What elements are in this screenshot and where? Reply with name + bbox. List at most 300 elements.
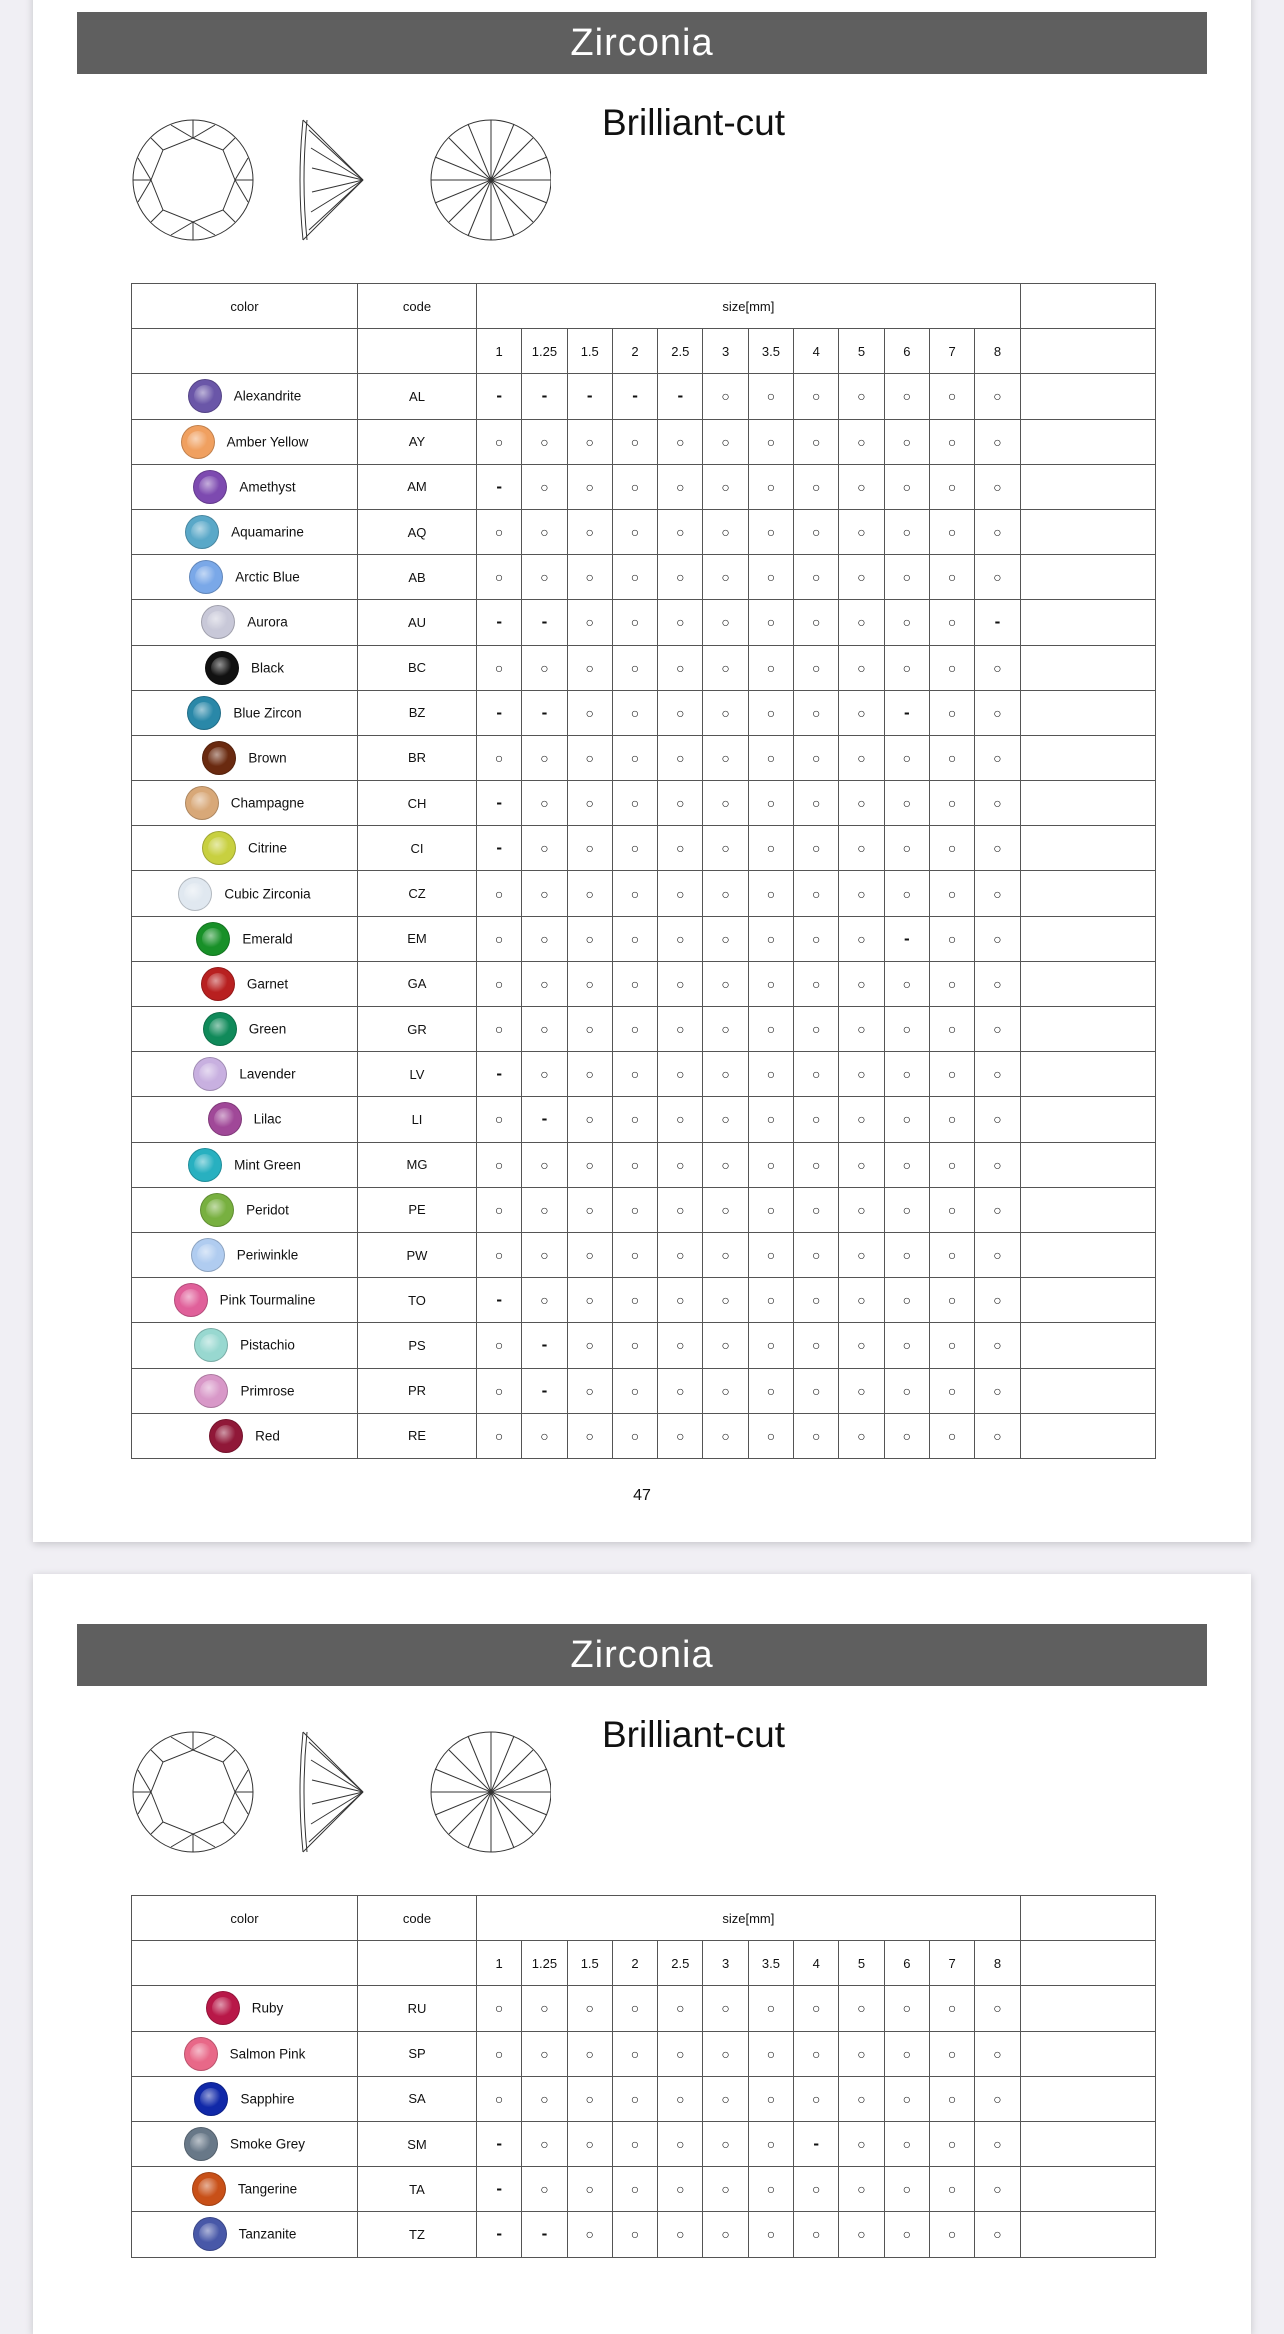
availability-cell	[522, 1986, 567, 2031]
available-mark: ○	[993, 1427, 1002, 1444]
blank-cell	[1020, 690, 1155, 735]
available-mark: ○	[857, 975, 866, 992]
gem-swatch-icon	[174, 1283, 208, 1317]
gem-swatch-icon	[178, 877, 212, 911]
availability-cell	[929, 690, 974, 735]
availability-cell	[794, 2031, 839, 2076]
unavailable-mark: -	[496, 2224, 502, 2244]
top-view-diagram	[133, 1732, 253, 1852]
bottom-view-diagram	[431, 1732, 551, 1852]
table-row	[132, 1232, 1156, 1277]
available-mark: ○	[721, 2045, 730, 2062]
available-mark: ○	[947, 840, 957, 857]
available-mark: ○	[857, 840, 866, 857]
available-mark: ○	[721, 1111, 730, 1128]
availability-cell	[567, 555, 612, 600]
available-mark: ○	[494, 1247, 504, 1264]
size-label: 8	[975, 329, 1020, 374]
color-cell	[132, 871, 358, 916]
availability-cell	[612, 374, 657, 419]
available-mark: ○	[947, 1201, 957, 1218]
available-mark: ○	[676, 749, 685, 766]
available-mark: ○	[947, 795, 957, 812]
availability-cell	[477, 2212, 522, 2257]
available-mark: ○	[585, 1201, 594, 1218]
availability-cell	[748, 1986, 793, 2031]
available-mark: ○	[494, 885, 504, 902]
available-mark: ○	[857, 1021, 866, 1038]
availability-cell	[794, 781, 839, 826]
gem-color-name: Brown	[248, 750, 287, 766]
available-mark: ○	[811, 1156, 821, 1173]
availability-cell	[658, 1986, 703, 2031]
available-mark: ○	[585, 614, 594, 631]
availability-cell	[839, 1278, 884, 1323]
availability-cell	[975, 690, 1020, 735]
available-mark: ○	[630, 569, 640, 586]
availability-cell	[477, 1368, 522, 1413]
availability-cell	[703, 1368, 748, 1413]
available-mark: ○	[947, 1066, 957, 1083]
blank-cell	[1020, 1232, 1155, 1277]
availability-cell	[975, 1368, 1020, 1413]
blank-cell	[1020, 735, 1155, 780]
availability-cell	[975, 916, 1020, 961]
table-row	[132, 1323, 1156, 1368]
available-mark: ○	[540, 1021, 549, 1038]
color-cell	[132, 419, 358, 464]
available-mark: ○	[585, 975, 594, 992]
available-mark: ○	[766, 795, 776, 812]
availability-cell	[658, 2212, 703, 2257]
availability-cell	[567, 1187, 612, 1232]
available-mark: ○	[766, 704, 776, 721]
available-mark: ○	[947, 569, 957, 586]
available-mark: ○	[585, 659, 594, 676]
available-mark: ○	[947, 1156, 957, 1173]
gem-color-name: Citrine	[247, 840, 287, 856]
availability-cell	[522, 781, 567, 826]
available-mark: ○	[902, 1021, 912, 1038]
availability-cell	[612, 1097, 657, 1142]
available-mark: ○	[676, 840, 685, 857]
gem-color-name: Arctic Blue	[235, 569, 300, 585]
available-mark: ○	[630, 1292, 640, 1309]
availability-cell	[703, 735, 748, 780]
availability-cell	[658, 2031, 703, 2076]
availability-cell	[975, 735, 1020, 780]
size-label: 4	[794, 1941, 839, 1986]
available-mark: ○	[811, 524, 821, 541]
gem-swatch-icon	[205, 651, 239, 685]
availability-cell	[567, 1986, 612, 2031]
availability-cell	[748, 1097, 793, 1142]
available-mark: ○	[766, 1427, 776, 1444]
blank-cell	[1020, 1142, 1155, 1187]
availability-cell	[884, 690, 929, 735]
available-mark: ○	[947, 433, 957, 450]
availability-cell	[658, 690, 703, 735]
color-cell	[132, 1986, 358, 2031]
availability-cell	[703, 2076, 748, 2121]
availability-cell	[612, 1413, 657, 1458]
available-mark: ○	[676, 1021, 685, 1038]
availability-cell	[477, 1052, 522, 1097]
unavailable-mark: -	[541, 386, 548, 406]
blank-cell	[1020, 374, 1155, 419]
available-mark: ○	[902, 478, 912, 495]
brilliant-cut-diagrams	[131, 1730, 551, 1854]
available-mark: ○	[721, 1337, 730, 1354]
availability-cell	[477, 1232, 522, 1277]
availability-cell	[612, 871, 657, 916]
availability-cell	[929, 509, 974, 554]
gem-swatch-icon	[188, 1148, 222, 1182]
available-mark: ○	[811, 930, 821, 947]
availability-cell	[794, 2167, 839, 2212]
availability-cell	[975, 1142, 1020, 1187]
availability-cell	[703, 781, 748, 826]
availability-cell	[567, 2167, 612, 2212]
availability-cell	[658, 1142, 703, 1187]
available-mark: ○	[540, 2090, 549, 2107]
availability-cell	[794, 600, 839, 645]
availability-cell	[748, 2167, 793, 2212]
table-row	[132, 419, 1156, 464]
availability-cell	[522, 464, 567, 509]
unavailable-mark: -	[903, 928, 910, 948]
availability-cell	[567, 690, 612, 735]
available-mark: ○	[494, 659, 504, 676]
availability-cell	[839, 1986, 884, 2031]
available-mark: ○	[494, 433, 504, 450]
available-mark: ○	[585, 1066, 594, 1083]
available-mark: ○	[494, 2090, 504, 2107]
available-mark: ○	[811, 885, 821, 902]
available-mark: ○	[721, 2090, 730, 2107]
available-mark: ○	[857, 1201, 866, 1218]
available-mark: ○	[902, 2090, 912, 2107]
available-mark: ○	[630, 1156, 640, 1173]
available-mark: ○	[676, 930, 685, 947]
unavailable-mark: -	[496, 1290, 502, 1310]
available-mark: ○	[993, 2181, 1002, 2198]
table-row	[132, 781, 1156, 826]
availability-cell	[522, 374, 567, 419]
availability-cell	[477, 916, 522, 961]
available-mark: ○	[630, 704, 640, 721]
available-mark: ○	[766, 2181, 776, 2198]
availability-cell	[839, 419, 884, 464]
availability-cell	[929, 419, 974, 464]
availability-cell	[975, 1232, 1020, 1277]
availability-cell	[612, 1368, 657, 1413]
available-mark: ○	[721, 1382, 730, 1399]
availability-cell	[658, 1097, 703, 1142]
color-header: color	[132, 1896, 358, 1941]
gem-code: EM	[358, 916, 477, 961]
available-mark: ○	[811, 1247, 821, 1264]
available-mark: ○	[947, 524, 957, 541]
size-label: 2.5	[658, 1941, 703, 1986]
available-mark: ○	[494, 975, 504, 992]
availability-cell	[658, 555, 703, 600]
availability-cell	[929, 2167, 974, 2212]
color-cell	[132, 1368, 358, 1413]
available-mark: ○	[811, 749, 821, 766]
availability-cell	[522, 871, 567, 916]
color-cell	[132, 781, 358, 826]
unavailable-mark: -	[496, 386, 502, 406]
availability-cell	[477, 2031, 522, 2076]
color-cell	[132, 735, 358, 780]
availability-cell	[477, 690, 522, 735]
availability-cell	[748, 1142, 793, 1187]
available-mark: ○	[857, 795, 866, 812]
availability-cell	[839, 916, 884, 961]
availability-cell	[929, 871, 974, 916]
availability-cell	[703, 1986, 748, 2031]
availability-cell	[567, 1142, 612, 1187]
available-mark: ○	[857, 659, 866, 676]
available-mark: ○	[540, 2136, 549, 2153]
availability-cell	[975, 645, 1020, 690]
availability-cell	[975, 555, 1020, 600]
availability-cell	[612, 1142, 657, 1187]
availability-cell	[703, 2212, 748, 2257]
size-label: 1.25	[522, 329, 567, 374]
table-row	[132, 1187, 1156, 1232]
availability-cell	[477, 1007, 522, 1052]
bottom-view-diagram	[431, 120, 551, 240]
availability-cell	[612, 645, 657, 690]
blank-cell	[1020, 419, 1155, 464]
availability-cell	[929, 2212, 974, 2257]
available-mark: ○	[676, 1066, 685, 1083]
size-header: size[mm]	[477, 1896, 1021, 1941]
unavailable-mark: -	[496, 793, 502, 813]
availability-cell	[658, 600, 703, 645]
available-mark: ○	[993, 1382, 1002, 1399]
gem-color-name: Tangerine	[237, 2181, 298, 2197]
available-mark: ○	[766, 478, 776, 495]
table-row	[132, 871, 1156, 916]
available-mark: ○	[721, 433, 730, 450]
availability-cell	[884, 826, 929, 871]
available-mark: ○	[721, 704, 730, 721]
available-mark: ○	[857, 1156, 866, 1173]
availability-cell	[658, 2167, 703, 2212]
availability-cell	[748, 1323, 793, 1368]
available-mark: ○	[993, 1111, 1002, 1128]
availability-cell	[929, 1097, 974, 1142]
available-mark: ○	[630, 2136, 640, 2153]
availability-cell	[929, 1052, 974, 1097]
availability-cell	[567, 1278, 612, 1323]
available-mark: ○	[585, 1021, 594, 1038]
available-mark: ○	[811, 388, 821, 405]
gem-color-name: Cubic Zirconia	[224, 886, 311, 902]
available-mark: ○	[630, 1066, 640, 1083]
available-mark: ○	[676, 2090, 685, 2107]
available-mark: ○	[766, 388, 776, 405]
available-mark: ○	[993, 885, 1002, 902]
size-row	[132, 1941, 1156, 1986]
available-mark: ○	[585, 1292, 594, 1309]
availability-cell	[884, 1413, 929, 1458]
color-cell	[132, 600, 358, 645]
available-mark: ○	[857, 388, 866, 405]
availability-cell	[794, 690, 839, 735]
availability-cell	[612, 690, 657, 735]
availability-cell	[477, 1142, 522, 1187]
availability-cell	[748, 871, 793, 916]
available-mark: ○	[630, 1247, 640, 1264]
available-mark: ○	[811, 1337, 821, 1354]
blank-cell	[1020, 1187, 1155, 1232]
gem-color-name: Ruby	[251, 2000, 284, 2016]
available-mark: ○	[857, 569, 866, 586]
blank-cell	[1020, 1052, 1155, 1097]
availability-cell	[794, 645, 839, 690]
available-mark: ○	[811, 1292, 821, 1309]
availability-cell	[567, 871, 612, 916]
unavailable-mark: -	[496, 612, 502, 632]
unavailable-mark: -	[677, 386, 684, 406]
availability-cell	[975, 2167, 1020, 2212]
available-mark: ○	[540, 1292, 549, 1309]
availability-cell	[612, 1052, 657, 1097]
available-mark: ○	[676, 2000, 685, 2017]
availability-cell	[975, 1986, 1020, 2031]
available-mark: ○	[540, 524, 549, 541]
availability-cell	[929, 2031, 974, 2076]
available-mark: ○	[857, 1337, 866, 1354]
available-mark: ○	[947, 2136, 957, 2153]
availability-cell	[748, 690, 793, 735]
availability-cell	[748, 464, 793, 509]
availability-cell	[794, 374, 839, 419]
availability-cell	[929, 1278, 974, 1323]
availability-cell	[567, 826, 612, 871]
gem-color-name: Tanzanite	[238, 2226, 297, 2242]
availability-cell	[929, 464, 974, 509]
available-mark: ○	[630, 524, 640, 541]
availability-cell	[794, 509, 839, 554]
unavailable-mark: -	[541, 1335, 548, 1355]
availability-cell	[794, 1323, 839, 1368]
gem-code: BC	[358, 645, 477, 690]
unavailable-mark: -	[903, 702, 910, 722]
available-mark: ○	[630, 885, 640, 902]
table-row	[132, 2167, 1156, 2212]
gem-swatch-icon	[196, 922, 230, 956]
availability-cell	[975, 2121, 1020, 2166]
available-mark: ○	[494, 1427, 504, 1444]
gem-swatch-icon	[203, 1012, 237, 1046]
color-cell	[132, 374, 358, 419]
availability-cell	[794, 961, 839, 1006]
available-mark: ○	[811, 975, 821, 992]
availability-cell	[748, 1232, 793, 1277]
available-mark: ○	[540, 975, 549, 992]
availability-cell	[703, 555, 748, 600]
available-mark: ○	[857, 1427, 866, 1444]
table-row	[132, 916, 1156, 961]
availability-cell	[658, 509, 703, 554]
available-mark: ○	[676, 2045, 685, 2062]
available-mark: ○	[857, 433, 866, 450]
available-mark: ○	[721, 1066, 730, 1083]
available-mark: ○	[585, 2000, 594, 2017]
table-row	[132, 600, 1156, 645]
availability-cell	[703, 916, 748, 961]
availability-cell	[612, 961, 657, 1006]
available-mark: ○	[811, 659, 821, 676]
gem-code: CH	[358, 781, 477, 826]
available-mark: ○	[676, 1201, 685, 1218]
availability-cell	[477, 2076, 522, 2121]
availability-cell	[975, 1052, 1020, 1097]
availability-cell	[794, 1278, 839, 1323]
available-mark: ○	[811, 1111, 821, 1128]
available-mark: ○	[993, 1201, 1002, 1218]
available-mark: ○	[993, 2226, 1002, 2243]
available-mark: ○	[494, 1156, 504, 1173]
availability-cell	[703, 509, 748, 554]
availability-cell	[658, 1278, 703, 1323]
availability-cell	[658, 871, 703, 916]
color-cell	[132, 645, 358, 690]
table-row	[132, 826, 1156, 871]
page-number: 47	[633, 1487, 651, 1504]
available-mark: ○	[721, 2181, 730, 2198]
availability-cell	[748, 961, 793, 1006]
available-mark: ○	[630, 930, 640, 947]
available-mark: ○	[766, 1156, 776, 1173]
availability-cell	[612, 464, 657, 509]
gem-swatch-icon	[193, 1057, 227, 1091]
availability-cell	[929, 1007, 974, 1052]
availability-cell	[884, 419, 929, 464]
availability-cell	[794, 826, 839, 871]
available-mark: ○	[993, 2000, 1002, 2017]
availability-cell	[794, 2076, 839, 2121]
unavailable-mark: -	[496, 1064, 502, 1084]
availability-cell	[477, 600, 522, 645]
blank-header	[1020, 284, 1155, 329]
available-mark: ○	[766, 1201, 776, 1218]
availability-cell	[477, 464, 522, 509]
available-mark: ○	[585, 478, 594, 495]
available-mark: ○	[811, 2045, 821, 2062]
available-mark: ○	[721, 388, 730, 405]
available-mark: ○	[993, 1292, 1002, 1309]
available-mark: ○	[902, 1247, 912, 1264]
size-label: 5	[839, 1941, 884, 1986]
availability-cell	[522, 555, 567, 600]
availability-cell	[612, 555, 657, 600]
size-label: 3.5	[748, 329, 793, 374]
available-mark: ○	[811, 795, 821, 812]
available-mark: ○	[494, 749, 504, 766]
available-mark: ○	[766, 840, 776, 857]
table-row	[132, 1142, 1156, 1187]
gem-swatch-icon	[202, 741, 236, 775]
unavailable-mark: -	[586, 386, 593, 406]
size-label: 6	[884, 1941, 929, 1986]
gem-code: TA	[358, 2167, 477, 2212]
